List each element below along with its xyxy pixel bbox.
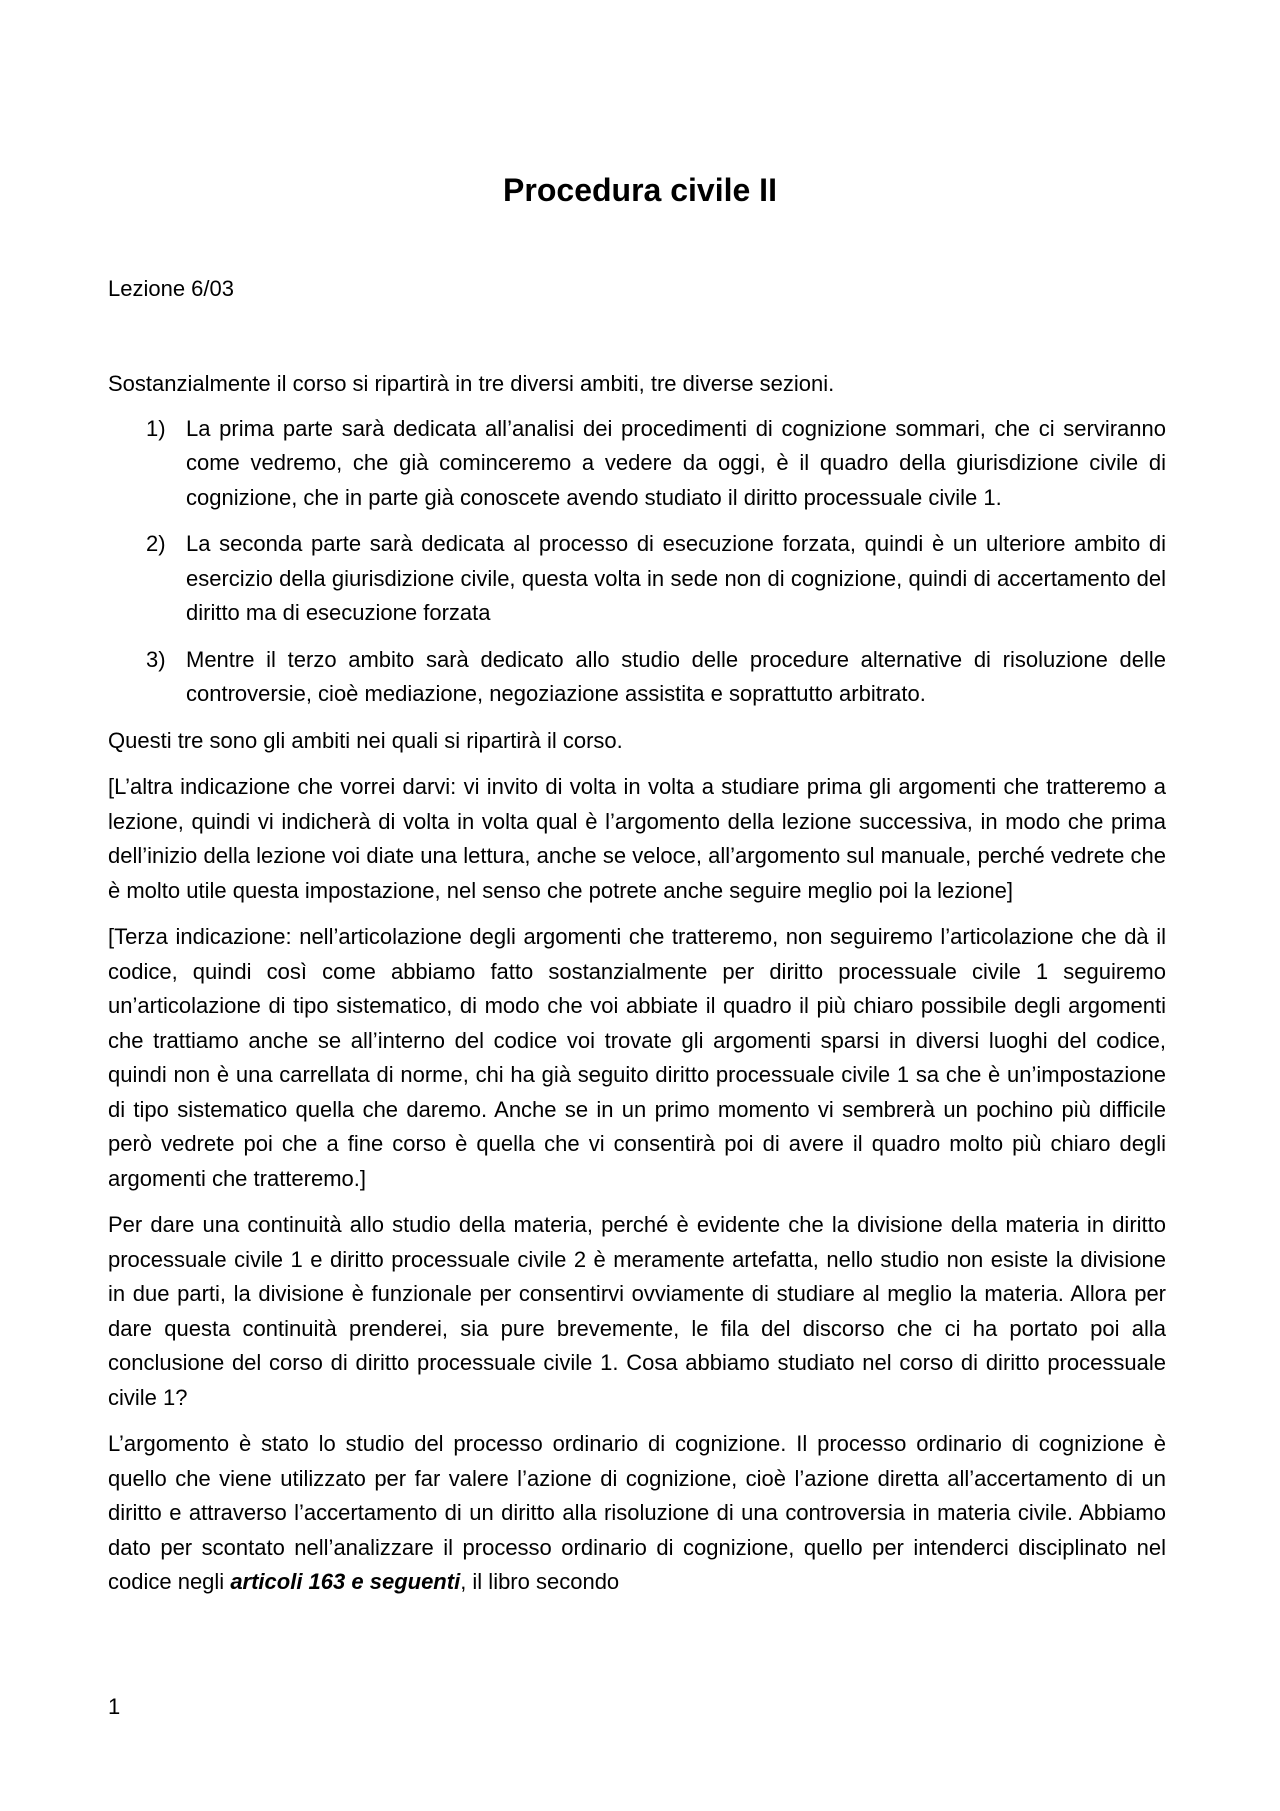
list-item-text: La prima parte sarà dedicata all’analisi dei procedimenti di cognizione sommari, che ci serviranno come vedremo, che già cominceremo a vedere da oggi, è il quadro della giurisdizione civile di cognizione, che in parte già conoscete avendo studiato il diritto processuale civile 1. xyxy=(186,415,1166,510)
list-item-text: La seconda parte sarà dedicata al processo di esecuzione forzata, quindi è un ulteriore ambito di esercizio della giurisdizione civile, questa volta in sede non di cognizione, quindi di accertamento del diritto ma di esecuzione forzata xyxy=(186,531,1166,625)
document-title: Procedura civile II xyxy=(503,172,777,208)
sections-list xyxy=(108,412,1166,712)
page-number: 1 xyxy=(108,1694,121,1719)
paragraph: Per dare una continuità allo studio della materia, perché è evidente che la divisione della materia in diritto processuale civile 1 e diritto processuale civile 2 è meramente artefatta, nello studio non esiste la divisione in due parti, la divisione è funzionale per consentirvi ovviamente di studiare al meglio la materia. Allora per dare questa continuità prenderei, sia pure brevemente, le fila del discorso che ci ha portato poi alla conclusione del corso di diritto processuale civile 1. Cosa abbiamo studiato nel corso di diritto processuale civile 1? xyxy=(108,1212,1166,1410)
paragraph-text: L’argomento è stato lo studio del processo ordinario di cognizione. Il processo ordinario di cognizione è quello che viene utilizzato per far valere l’azione di cognizione, cioè l’azione diretta all’accertamento di un diritto e attraverso l’accertamento di un diritto alla risoluzione di una controversia in materia civile. Abbiamo dato per scontato nell’analizzare il processo ordinario di cognizione, quello per intenderci disciplinato nel codice negli xyxy=(108,1431,1166,1594)
list-item xyxy=(108,527,1166,631)
list-item xyxy=(108,643,1166,712)
list-item-number: 2) xyxy=(146,531,166,556)
list-item-number: 3) xyxy=(146,646,166,672)
paragraph: [Terza indicazione: nell’articolazione degli argomenti che tratteremo, non seguiremo l’articolazione che dà il codice, quindi così come abbiamo fatto sostanzialmente per diritto processuale civile 1 seguiremo un’articolazione di tipo sistematico, di modo che voi abbiate il quadro il più chiaro possibile degli argomenti che trattiamo anche se all’interno del codice voi trovate gli argomenti sparsi in diversi luoghi del codice, quindi non è una carrellata di norme, chi ha già seguito diritto processuale civile 1 sa che è un’impostazione di tipo sistematico quella che daremo. Anche se in un primo momento vi sembrerà un pochino più difficile però vedrete poi che a fine corso è quella che vi consentirà poi di avere il quadro molto più chiaro degli argomenti che tratteremo.] xyxy=(108,924,1166,1191)
paragraph xyxy=(108,1427,1166,1600)
article-reference: articoli 163 e seguenti xyxy=(230,1569,461,1594)
list-item-text: Mentre il terzo ambito sarà dedicato allo studio delle procedure alternative di risoluzione delle controversie, cioè mediazione, negoziazione assistita e soprattutto arbitrato. xyxy=(186,646,1166,706)
paragraph: Questi tre sono gli ambiti nei quali si ripartirà il corso. xyxy=(108,727,623,753)
lesson-date: Lezione 6/03 xyxy=(108,276,234,301)
paragraph: [L’altra indicazione che vorrei darvi: vi invito di volta in volta a studiare prima gli argomenti che tratteremo a lezione, quindi vi indicherà di volta in volta qual è l’argomento della lezione successiva, in modo che prima dell’inizio della lezione voi diate una lettura, anche se veloce, all’argomento sul manuale, perché vedrete che è molto utile questa impostazione, nel senso che potrete anche seguire meglio poi la lezione] xyxy=(108,774,1166,903)
intro-paragraph: Sostanzialmente il corso si ripartirà in tre diversi ambiti, tre diverse sezioni. xyxy=(108,371,835,396)
list-item-number: 1) xyxy=(146,415,166,441)
paragraph-text: , il libro secondo xyxy=(460,1569,620,1594)
list-item xyxy=(108,412,1166,516)
document-body xyxy=(108,367,1166,1612)
